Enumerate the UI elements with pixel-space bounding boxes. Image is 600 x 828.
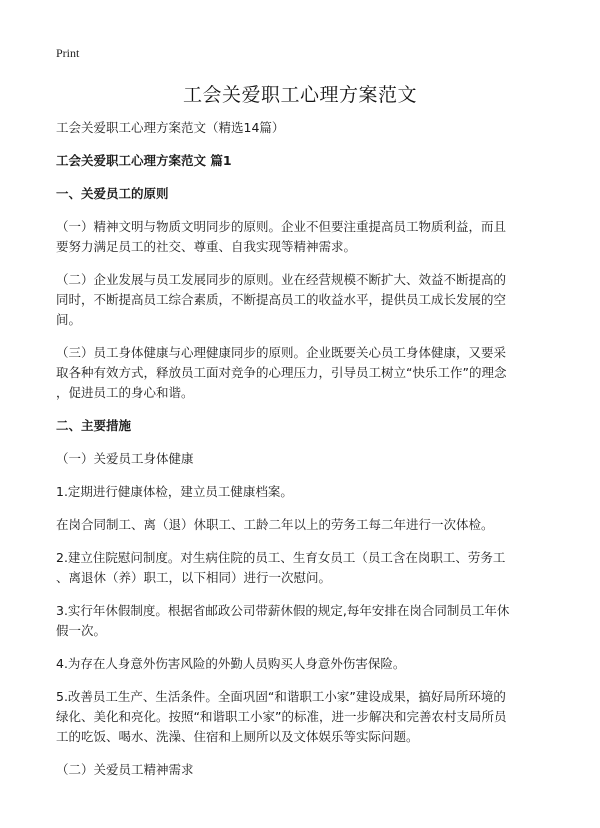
- document-title: 工会关爱职工心理方案范文: [182, 84, 417, 106]
- measure-item-2-line: 2.建立住院慰问制度。对生病住院的员工、生育女员工（员工含在岗职工、劳务工: [56, 550, 506, 565]
- principle3-paragraph: [56, 343, 552, 403]
- measure-item-5: [56, 687, 552, 747]
- principle2-paragraph: [56, 270, 552, 330]
- principle1-line: （一）精神文明与物质文明同步的原则。企业不但要注重提高员工物质利益，而且: [56, 219, 507, 234]
- document-subtitle: 工会关爱职工心理方案范文（精选14篇）: [56, 120, 285, 135]
- measure-item-3-line: 3.实行年休假制度。根据省邮政公司带薪休假的规定,每年安排在岗合同制员工年休: [56, 603, 510, 618]
- section1-heading: 一、关爱员工的原则: [56, 186, 169, 201]
- subsection1-heading: （一）关爱员工身体健康: [56, 451, 194, 466]
- principle2-line: 同时，不断提高员工综合素质，不断提高员工的收益水平，提供员工成长发展的空: [56, 292, 507, 307]
- measure-item-2-line: 、离退休（养）职工，以下相同）进行一次慰问。: [56, 570, 332, 585]
- document-body: [56, 118, 552, 793]
- measure-item-1-detail: 在岗合同制工、离（退）休职工、工龄二年以上的劳务工每二年进行一次体检。: [56, 517, 494, 532]
- measure-item-2: [56, 548, 552, 588]
- subsection2-heading: （二）关爱员工精神需求: [56, 762, 194, 777]
- principle3-line: （三）员工身体健康与心理健康同步的原则。企业既要关心员工身体健康，又要采: [56, 345, 507, 360]
- principle2-line: 间。: [56, 312, 82, 327]
- article-heading: 工会关爱职工心理方案范文 篇1: [56, 153, 232, 168]
- measure-item-1: 1.定期进行健康体检，建立员工健康档案。: [56, 484, 293, 499]
- print-link[interactable]: Print: [56, 46, 80, 60]
- measure-item-5-line: 工的吃饭、喝水、洗澡、住宿和上厕所以及文体娱乐等实际问题。: [56, 729, 419, 744]
- principle3-line: 取各种有效方式，释放员工面对竞争的心理压力，引导员工树立“快乐工作”的理念: [56, 365, 507, 380]
- principle2-line: （二）企业发展与员工发展同步的原则。业在经营规模不断扩大、效益不断提高的: [56, 272, 507, 287]
- measure-item-5-line: 5.改善员工生产、生活条件。全面巩固“和谐职工小家”建设成果，搞好局所环境的: [56, 689, 506, 704]
- principle1-paragraph: [56, 217, 552, 257]
- measure-item-3: [56, 601, 552, 641]
- section2-heading: 二、主要措施: [56, 418, 132, 433]
- measure-item-5-line: 绿化、美化和亮化。按照“和谐职工小家”的标准，进一步解决和完善农村支局所员: [56, 709, 507, 724]
- principle3-line: ，促进员工的身心和谐。: [56, 385, 194, 400]
- principle1-line: 要努力满足员工的社交、尊重、自我实现等精神需求。: [56, 239, 357, 254]
- measure-item-3-line: 假一次。: [56, 623, 107, 638]
- measure-item-4: 4.为存在人身意外伤害风险的外勤人员购买人身意外伤害保险。: [56, 656, 406, 671]
